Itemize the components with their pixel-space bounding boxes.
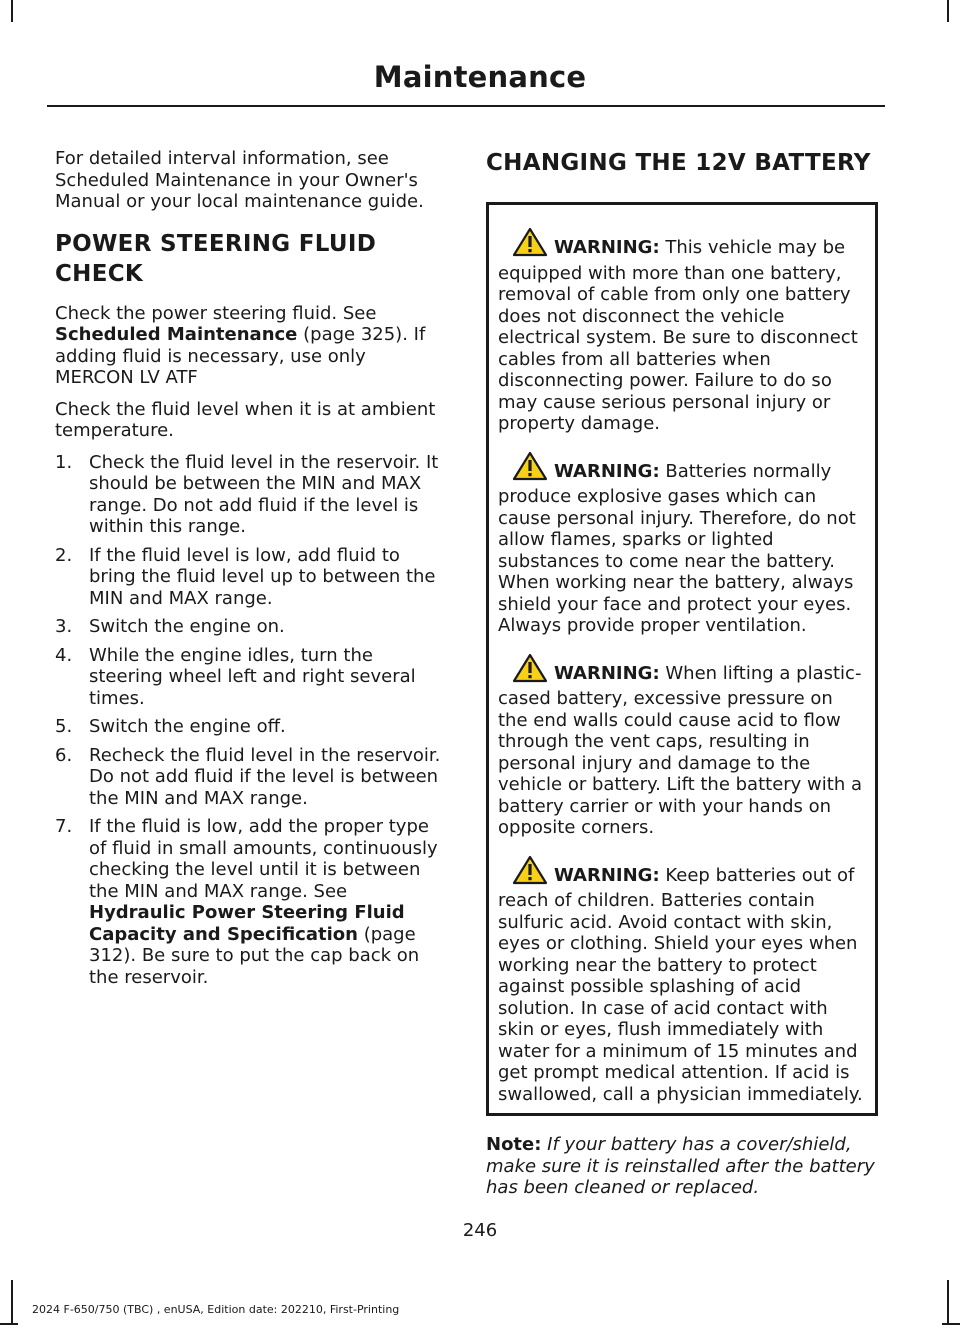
footer-edition-info: 2024 F-650/750 (TBC) , enUSA, Edition date: 202210, First-Printing	[32, 1303, 400, 1316]
list-item	[55, 545, 447, 610]
warning-item	[498, 855, 866, 1106]
list-item	[55, 645, 447, 710]
warning-triangle-icon	[512, 653, 548, 689]
step-number: 7.	[55, 816, 73, 837]
page-number: 246	[462, 1220, 498, 1241]
step-number: 3.	[55, 616, 73, 637]
section-heading-line-2: CHECK	[55, 260, 144, 287]
list-item	[55, 745, 447, 810]
warning-item	[498, 227, 866, 435]
section-heading-battery: CHANGING THE 12V BATTERY	[486, 150, 871, 176]
step-number: 2.	[55, 544, 73, 566]
warning-label: WARNING:	[554, 662, 660, 684]
warning-triangle-icon	[512, 855, 548, 891]
list-item	[55, 816, 447, 988]
steps-list	[55, 452, 447, 989]
section-heading-line-1: POWER STEERING FLUID	[55, 230, 377, 257]
step-number: 1.	[55, 451, 73, 473]
crop-mark-bottom-left-h	[0, 1323, 18, 1325]
scheduled-maintenance-link[interactable]: Scheduled Maintenance	[55, 324, 298, 345]
check-fluid-paragraph	[55, 303, 447, 389]
crop-mark-bottom-right-v	[947, 1280, 949, 1325]
check-text-2: (page 325). If adding fluid is necessary, use only MERCON LV ATF	[55, 324, 426, 388]
warning-label: WARNING:	[554, 864, 660, 886]
warning-text: Batteries normally produce explosive gases which can cause personal injury. Therefore, do not allow flames, sparks or lighted substances to come near the battery. When working near the battery, always shield your face and protect your eyes. Always provide proper ventilation.	[498, 460, 856, 636]
warning-text: This vehicle may be equipped with more than one battery, removal of cable from only one battery does not disconnect the vehicle electrical system. Be sure to disconnect cables from all batteries when disconnecting power. Failure to do so may cause serious personal injury or property damage.	[498, 237, 858, 434]
list-item	[55, 716, 447, 738]
step-text: Check the fluid level in the reservoir. It should be between the MIN and MAX range. Do not add fluid if the level is within this range.	[89, 451, 439, 537]
left-column	[55, 148, 447, 995]
ambient-paragraph: Check the fluid level when it is at ambient temperature.	[55, 398, 436, 441]
warning-text: When lifting a plastic-cased battery, excessive pressure on the end walls could cause acid to flow through the vent caps, resulting in personal injury and damage to the vehicle or battery. Lift the battery with a battery carrier or with your hands on opposite corners.	[498, 662, 862, 838]
list-item	[55, 452, 447, 538]
note-paragraph	[486, 1134, 878, 1199]
check-text-1: Check the power steering fluid. See	[55, 302, 377, 324]
step-text: Switch the engine off.	[89, 716, 286, 737]
step-text: Recheck the fluid level in the reservoir. Do not add fluid if the level is between the MIN and MAX range.	[89, 744, 441, 809]
warning-triangle-icon	[512, 451, 548, 487]
intro-paragraph: For detailed interval information, see Scheduled Maintenance in your Owner's Manual or your local maintenance guide.	[55, 148, 424, 212]
step-text-end: (page 312). Be sure to put the cap back on the reservoir.	[89, 923, 420, 988]
page-header-title: Maintenance	[373, 60, 587, 94]
note-label: Note:	[486, 1134, 542, 1155]
header-rule	[47, 105, 885, 107]
warning-item	[498, 653, 866, 839]
right-column	[486, 148, 878, 1209]
warnings-box	[486, 202, 878, 1116]
crop-mark-top-right	[947, 0, 949, 22]
step-text: While the engine idles, turn the steering wheel left and right several times.	[89, 644, 416, 709]
warning-label: WARNING:	[554, 460, 660, 482]
warning-label: WARNING:	[554, 237, 660, 258]
crop-mark-top-left	[11, 0, 13, 22]
section-heading-power-steering	[55, 229, 447, 289]
step-text: If the fluid level is low, add fluid to bring the fluid level up to between the MIN and MAX range.	[89, 544, 436, 609]
step-number: 4.	[55, 644, 73, 666]
step-number: 5.	[55, 716, 73, 737]
hydraulic-fluid-spec-link[interactable]: Hydraulic Power Steering Fluid Capacity and Specification	[89, 902, 405, 945]
warning-text: Keep batteries out of reach of children. Batteries contain sulfuric acid. Avoid contact with skin, eyes or clothing. Shield your eyes when working near the battery to protect against possible splashing of acid solution. In case of acid contact with skin or eyes, flush immediately with water for a minimum of 15 minutes and get prompt medical attention. If acid is swallowed, call a physician immediately.	[498, 864, 863, 1105]
step-text: If the fluid is low, add the proper type of fluid in small amounts, continuously checking the level until it is between the MIN and MAX range. See	[89, 816, 438, 902]
crop-mark-bottom-left-v	[11, 1280, 13, 1325]
note-text: If your battery has a cover/shield, make sure it is reinstalled after the battery has been cleaned or replaced.	[486, 1134, 875, 1198]
step-text: Switch the engine on.	[89, 616, 285, 637]
list-item	[55, 616, 447, 638]
warning-item	[498, 451, 866, 637]
step-number: 6.	[55, 744, 73, 766]
crop-mark-bottom-right-h	[942, 1323, 960, 1325]
warning-triangle-icon	[512, 227, 548, 263]
